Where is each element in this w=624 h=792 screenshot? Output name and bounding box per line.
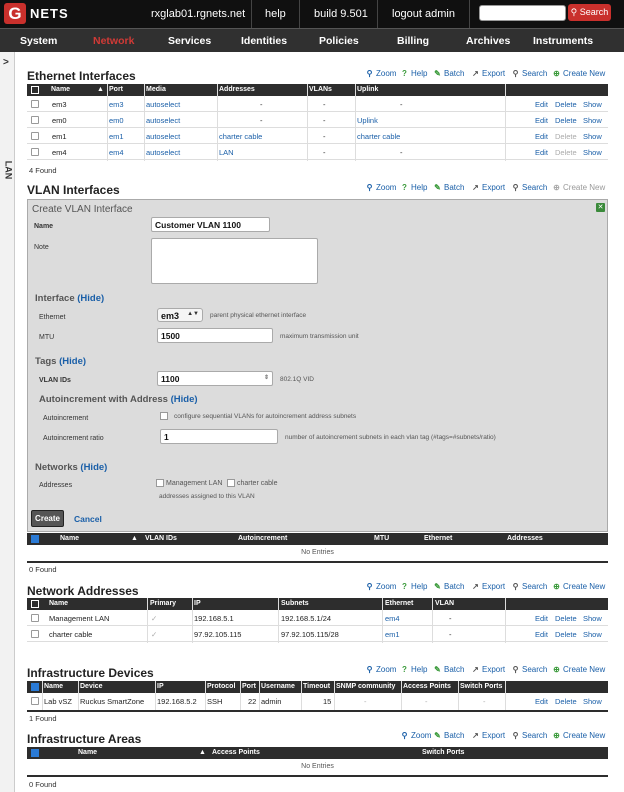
table-row: Lab vSZ Ruckus SmartZone 192.168.5.2 SSH 22 admin 15 - - - Edit Delete Show: [27, 693, 608, 709]
vlan-section-title: VLAN Interfaces: [27, 183, 120, 197]
edit-link[interactable]: Edit: [535, 614, 548, 623]
rgnets-logo[interactable]: [4, 3, 74, 24]
search-icon: ⚲: [570, 7, 578, 17]
zoom-action[interactable]: ⚲ Zoom: [366, 69, 397, 78]
zoom-action[interactable]: ⚲ Zoom: [401, 731, 432, 740]
delete-link[interactable]: Delete: [555, 630, 577, 639]
batch-icon: ✎: [434, 183, 441, 192]
table-row: em0 em0 autoselect - - Uplink Edit Delete Show: [27, 112, 608, 128]
mtu-input[interactable]: 1500: [157, 328, 273, 343]
help-action[interactable]: ? Help: [400, 582, 427, 591]
export-action[interactable]: ↗ Export: [472, 731, 506, 740]
search-icon: ⚲: [512, 582, 519, 591]
edit-link[interactable]: Edit: [535, 116, 548, 125]
batch-icon: ✎: [434, 69, 441, 78]
sidebar-context-label[interactable]: LAN: [3, 160, 14, 180]
batch-action[interactable]: ✎ Batch: [434, 731, 465, 740]
search-action[interactable]: ⚲ Search: [512, 183, 548, 192]
show-link[interactable]: Show: [583, 614, 602, 623]
plus-icon: ⊕: [553, 582, 560, 591]
select-all-checkbox[interactable]: [31, 749, 39, 757]
nav-instruments[interactable]: Instruments: [533, 35, 594, 47]
select-all-checkbox[interactable]: [31, 683, 39, 691]
zoom-action[interactable]: ⚲ Zoom: [366, 582, 397, 591]
infra-section-title: Infrastructure Devices: [27, 666, 154, 680]
sort-icon[interactable]: ▲: [131, 535, 138, 542]
address-charter-cable-checkbox[interactable]: [227, 479, 235, 487]
infra-table: [27, 681, 608, 710]
sort-icon[interactable]: ▲: [97, 86, 104, 93]
netaddr-table: [27, 598, 608, 643]
autoinc-hide-link[interactable]: (Hide): [170, 394, 198, 405]
table-row: Management LAN ✓ 192.168.5.1 192.168.5.1/24 em4 - Edit Delete Show: [27, 610, 608, 626]
note-textarea[interactable]: [151, 238, 318, 284]
zoom-icon: ⚲: [366, 69, 373, 78]
search-action[interactable]: ⚲ Search: [512, 69, 548, 78]
global-search-button[interactable]: [568, 4, 611, 21]
edit-link[interactable]: Edit: [535, 630, 548, 639]
nav-identities[interactable]: Identities: [241, 35, 288, 47]
mtu-hint: maximum transmission unit: [280, 333, 359, 340]
zoom-action[interactable]: ⚲ Zoom: [366, 183, 397, 192]
logout-link[interactable]: logout admin: [392, 8, 455, 20]
main-nav: [0, 28, 624, 52]
networks-section-title: Networks (Hide): [35, 462, 108, 473]
search-icon: ⚲: [512, 69, 519, 78]
table-header: Name ▲ VLAN IDs Autoincrement MTU Ethernet Addresses: [27, 533, 608, 545]
vlan-ids-label: VLAN IDs: [39, 377, 71, 384]
autoinc-hint: configure sequential VLANs for autoincrement address subnets: [174, 413, 357, 420]
name-label: Name: [34, 223, 54, 230]
ethernet-label: Ethernet: [39, 314, 66, 321]
mtu-label: MTU: [39, 334, 55, 341]
create-new-action[interactable]: ⊕ Create New: [553, 665, 606, 674]
export-action[interactable]: ↗ Export: [472, 183, 506, 192]
areas-found-count: 0 Found: [29, 780, 57, 789]
table-header: Name ▲ Access Points Switch Ports: [27, 747, 608, 759]
form-title: Create VLAN Interface: [32, 204, 133, 215]
interface-section-title: Interface (Hide): [35, 293, 105, 304]
vlan-ids-hint: 802.1Q VID: [280, 376, 314, 383]
table-row: em3 em3 autoselect - - - Edit Delete Show: [27, 96, 608, 112]
batch-icon: ✎: [434, 731, 441, 740]
vlan-ids-input[interactable]: 1100 ⇕: [157, 371, 273, 386]
context-sidebar: [0, 52, 15, 792]
export-action[interactable]: ↗ Export: [472, 665, 506, 674]
address-charter-cable-label: charter cable: [237, 480, 278, 487]
search-action[interactable]: ⚲ Search: [512, 665, 548, 674]
help-action[interactable]: ? Help: [400, 183, 427, 192]
areas-empty-message: No Entries: [301, 763, 334, 770]
export-icon: ↗: [472, 69, 479, 78]
host-name: rxglab01.rgnets.net: [151, 8, 246, 20]
infra-found-count: 1 Found: [29, 714, 57, 723]
batch-action[interactable]: ✎ Batch: [434, 183, 465, 192]
show-link[interactable]: Show: [583, 148, 602, 157]
build-label: build 9.501: [314, 8, 368, 20]
ratio-label: Autoincrement ratio: [43, 435, 104, 442]
help-link[interactable]: help: [265, 8, 286, 20]
create-new-action[interactable]: ⊕ Create New: [553, 731, 606, 740]
interface-hide-link[interactable]: (Hide): [77, 293, 105, 304]
show-link[interactable]: Show: [583, 630, 602, 639]
ethernet-found-count: 4 Found: [29, 166, 57, 175]
select-arrows-icon: ▲▼: [187, 311, 199, 317]
close-icon[interactable]: ✕: [597, 204, 604, 211]
ethernet-table: [27, 84, 608, 161]
ratio-input[interactable]: 1: [160, 429, 278, 444]
search-icon: ⚲: [512, 731, 519, 740]
top-bar: [0, 0, 624, 28]
logo-text: NETS: [30, 6, 69, 21]
batch-icon: ✎: [434, 665, 441, 674]
table-header: Name ▲ Port Media Addresses VLANs Uplink: [27, 84, 608, 96]
export-icon: ↗: [472, 582, 479, 591]
delete-link[interactable]: Delete: [555, 116, 577, 125]
zoom-action[interactable]: ⚲ Zoom: [366, 665, 397, 674]
plus-icon: ⊕: [553, 69, 560, 78]
edit-link[interactable]: Edit: [535, 132, 548, 141]
zoom-icon: ⚲: [366, 183, 373, 192]
vlan-found-count: 0 Found: [29, 565, 57, 574]
export-icon: ↗: [472, 731, 479, 740]
sort-icon[interactable]: ▲: [199, 749, 206, 756]
batch-action[interactable]: ✎ Batch: [434, 582, 465, 591]
delete-link: Delete: [555, 132, 577, 141]
global-search-input[interactable]: [479, 5, 566, 21]
help-icon: ?: [402, 582, 407, 591]
search-icon: ⚲: [512, 183, 519, 192]
batch-action[interactable]: ✎ Batch: [434, 665, 465, 674]
select-all-checkbox[interactable]: [31, 535, 39, 543]
create-vlan-form: [27, 199, 608, 532]
plus-icon: ⊕: [553, 665, 560, 674]
table-row: em4 em4 autoselect LAN - - Edit Delete Show: [27, 144, 608, 160]
show-link[interactable]: Show: [583, 100, 602, 109]
note-label: Note: [34, 244, 49, 251]
search-action[interactable]: ⚲ Search: [512, 731, 548, 740]
export-action[interactable]: ↗ Export: [472, 582, 506, 591]
address-management-lan-label: Management LAN: [166, 480, 223, 487]
zoom-icon: ⚲: [401, 731, 408, 740]
row-checkbox[interactable]: [31, 148, 39, 156]
tags-hide-link[interactable]: (Hide): [59, 356, 87, 367]
delete-link[interactable]: Delete: [555, 100, 577, 109]
help-icon: ?: [402, 69, 407, 78]
table-header: Name Primary IP Subnets Ethernet VLAN: [27, 598, 608, 610]
select-all-checkbox[interactable]: [31, 86, 39, 94]
networks-hide-link[interactable]: (Hide): [80, 462, 108, 473]
autoinc-section-title: Autoincrement with Address (Hide): [39, 394, 198, 405]
export-icon: ↗: [472, 665, 479, 674]
row-checkbox[interactable]: [31, 132, 39, 140]
search-button-label: Search: [579, 7, 609, 17]
address-management-lan-checkbox[interactable]: [156, 479, 164, 487]
create-button[interactable]: Create: [31, 510, 64, 527]
plus-icon: ⊕: [553, 183, 560, 192]
ratio-hint: number of autoincrement subnets in each vlan tag (#tags=#subnets/ratio): [285, 434, 496, 441]
create-new-action[interactable]: ⊕ Create New: [553, 582, 606, 591]
row-checkbox[interactable]: [31, 697, 39, 705]
export-action[interactable]: ↗ Export: [472, 69, 506, 78]
help-icon: ?: [402, 183, 407, 192]
vlan-empty-message: No Entries: [301, 549, 334, 556]
zoom-icon: ⚲: [366, 582, 373, 591]
nav-services[interactable]: Services: [168, 35, 212, 47]
spinner-icon[interactable]: ⇕: [263, 375, 269, 381]
help-action[interactable]: ? Help: [400, 665, 427, 674]
delete-link[interactable]: Delete: [555, 697, 577, 706]
plus-icon: ⊕: [553, 731, 560, 740]
search-action[interactable]: ⚲ Search: [512, 582, 548, 591]
export-icon: ↗: [472, 183, 479, 192]
edit-link[interactable]: Edit: [535, 100, 548, 109]
show-link[interactable]: Show: [583, 132, 602, 141]
sidebar-toggle-icon[interactable]: >: [3, 57, 9, 68]
search-icon: ⚲: [512, 665, 519, 674]
row-checkbox[interactable]: [31, 100, 39, 108]
nav-policies[interactable]: Policies: [319, 35, 359, 47]
edit-link[interactable]: Edit: [535, 148, 548, 157]
edit-link[interactable]: Edit: [535, 697, 548, 706]
row-checkbox[interactable]: [31, 116, 39, 124]
autoinc-checkbox[interactable]: [160, 412, 168, 420]
delete-link: Delete: [555, 148, 577, 157]
areas-table: [27, 747, 608, 775]
nav-billing[interactable]: Billing: [397, 35, 430, 47]
table-header: Name Device IP Protocol Port Username Timeout SNMP community Access Points Switch Ports: [27, 681, 608, 693]
create-new-action: ⊕ Create New: [553, 183, 606, 192]
nav-system[interactable]: System: [20, 35, 58, 47]
autoinc-label: Autoincrement: [43, 415, 89, 422]
row-checkbox[interactable]: [31, 630, 39, 638]
table-row: em1 em1 autoselect charter cable - charter cable Edit Delete Show: [27, 128, 608, 144]
delete-link[interactable]: Delete: [555, 614, 577, 623]
ethernet-section-title: Ethernet Interfaces: [27, 69, 136, 83]
vlan-table: [27, 533, 608, 561]
zoom-icon: ⚲: [366, 665, 373, 674]
help-action[interactable]: ? Help: [400, 69, 427, 78]
name-input[interactable]: Customer VLAN 1100: [151, 217, 270, 232]
netaddr-section-title: Network Addresses: [27, 584, 139, 598]
create-new-action[interactable]: ⊕ Create New: [553, 69, 606, 78]
nav-archives[interactable]: Archives: [466, 35, 511, 47]
cancel-link[interactable]: Cancel: [74, 514, 102, 524]
help-icon: ?: [402, 665, 407, 674]
logo-mark: G: [4, 3, 26, 24]
nav-network[interactable]: Network: [93, 35, 135, 47]
areas-section-title: Infrastructure Areas: [27, 732, 142, 746]
ethernet-hint: parent physical ethernet interface: [210, 312, 307, 319]
addresses-hint: addresses assigned to this VLAN: [159, 493, 255, 500]
addresses-label: Addresses: [39, 482, 73, 489]
show-link[interactable]: Show: [583, 697, 602, 706]
select-all-checkbox[interactable]: [31, 600, 39, 608]
table-row: charter cable ✓ 97.92.105.115 97.92.105.115/28 em1 - Edit Delete Show: [27, 626, 608, 642]
tags-section-title: Tags (Hide): [35, 356, 87, 367]
show-link[interactable]: Show: [583, 116, 602, 125]
ethernet-select[interactable]: em3 ▲▼: [157, 308, 203, 322]
batch-icon: ✎: [434, 582, 441, 591]
row-checkbox[interactable]: [31, 614, 39, 622]
batch-action[interactable]: ✎ Batch: [434, 69, 465, 78]
